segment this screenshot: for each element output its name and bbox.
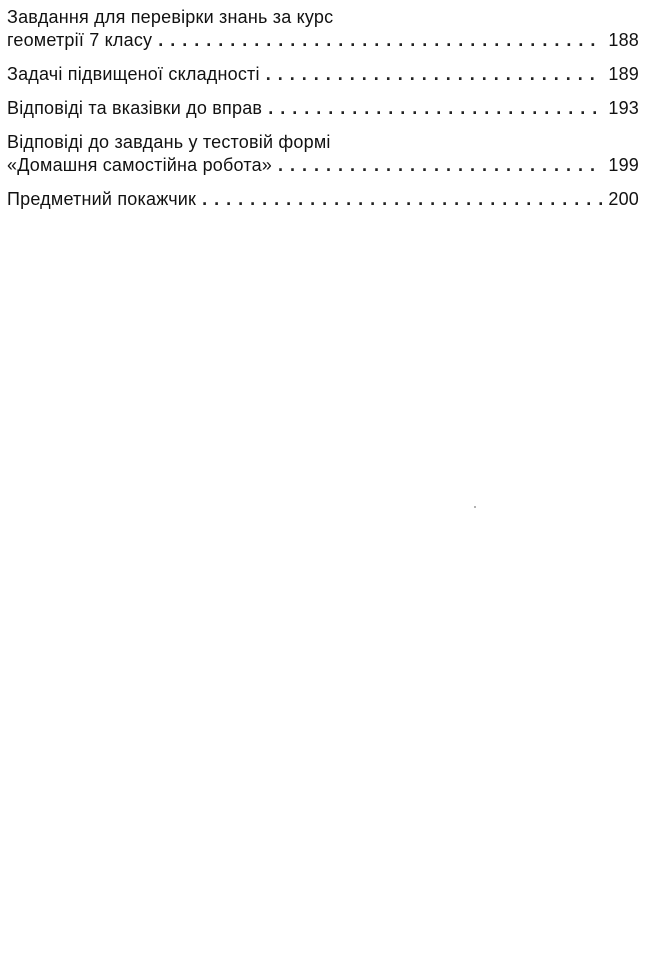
toc-entry-leader-line xyxy=(7,154,639,177)
toc-entry-title: Відповіді та вказівки до вправ xyxy=(7,98,263,118)
dot-leader xyxy=(158,29,602,52)
toc-page-number: 189 xyxy=(608,64,639,84)
toc-entry-leader-line xyxy=(7,97,639,120)
toc-entry-answers[interactable] xyxy=(7,97,639,120)
toc-entry-title-line xyxy=(7,131,639,154)
dot-leader xyxy=(278,154,602,177)
toc-page-number: 193 xyxy=(608,98,639,118)
toc-entry-leader-line xyxy=(7,188,639,211)
toc-entry-test-answers[interactable] xyxy=(7,131,639,177)
dot-leader xyxy=(202,188,602,211)
toc-entry-title-line xyxy=(7,6,639,29)
toc-entry-subject-index[interactable] xyxy=(7,188,639,211)
toc-entry-title: Відповіді до завдань у тестовій формі xyxy=(7,132,331,152)
toc-entry-title: Завдання для перевірки знань за курс xyxy=(7,7,334,27)
toc-entry-leader-line xyxy=(7,63,639,86)
toc-entry-title: Предметний покажчик xyxy=(7,189,197,209)
dot-leader xyxy=(266,63,603,86)
toc-entry-title: «Домашня самостійна робота» xyxy=(7,155,272,175)
table-of-contents xyxy=(7,6,639,222)
toc-page-number: 199 xyxy=(608,155,639,175)
toc-entry-title: геометрії 7 класу xyxy=(7,30,153,50)
toc-page-number: 200 xyxy=(608,189,639,209)
toc-page-number: 188 xyxy=(608,30,639,50)
scan-speck xyxy=(474,506,476,508)
toc-entry-leader-line xyxy=(7,29,639,52)
toc-entry-title: Задачі підвищеної складності xyxy=(7,64,260,84)
toc-entry-advanced-problems[interactable] xyxy=(7,63,639,86)
dot-leader xyxy=(268,97,602,120)
toc-entry-knowledge-check[interactable] xyxy=(7,6,639,52)
